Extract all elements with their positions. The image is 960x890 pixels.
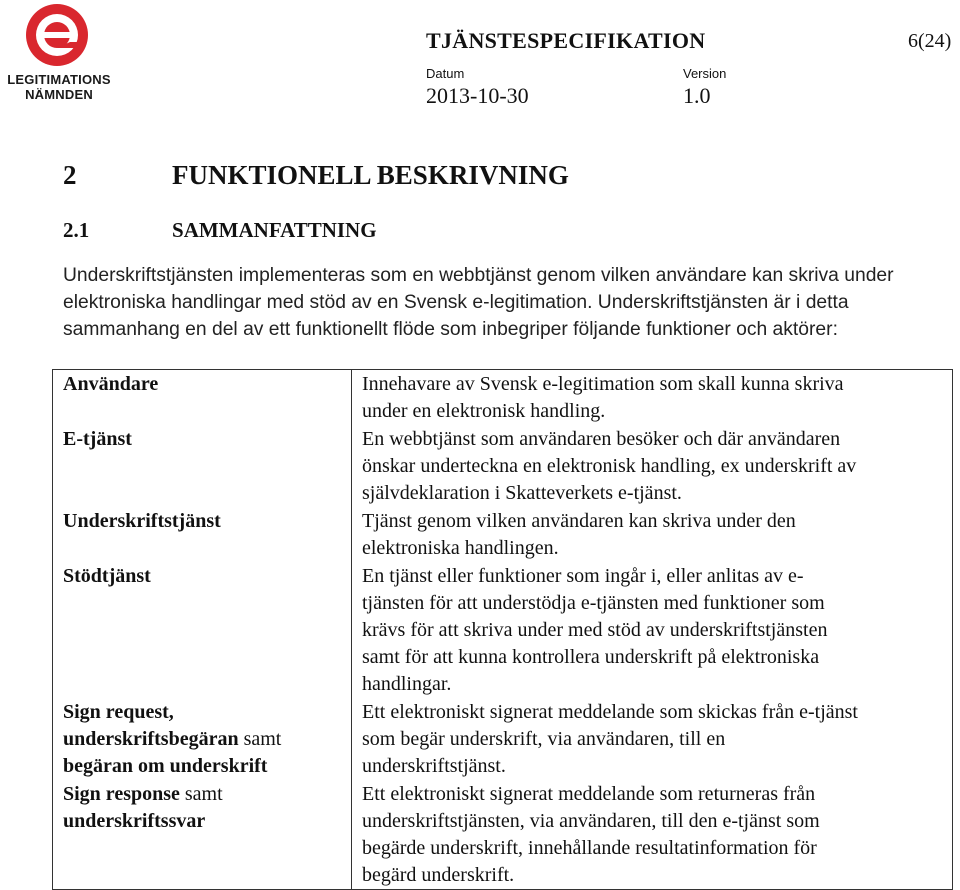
logo-line-1: LEGITIMATIONS [7,72,111,87]
description-line: krävs för att skriva under med stöd av underskriftstjänsten [362,619,828,641]
description-line: önskar underteckna en elektronisk handling, ex underskrift av [362,455,857,477]
definition-description [352,507,953,562]
description-line: Innehavare av Svensk e-legitimation som skall kunna skriva [362,373,844,395]
version-value: 1.0 [683,83,711,108]
definition-term [53,507,352,562]
summary-paragraph: Underskriftstjänsten implementeras som en webbtjänst genom vilken användare kan skriva under elektroniska handlingar med stöd av en Svensk e-legitimation. Underskriftstjänsten är i detta sammanhang en del av ett funktionellt flöde som inbegriper följande funktioner och aktörer: [63,265,894,340]
definition-row [53,562,953,698]
description-line: elektroniska handlingen. [362,537,559,559]
description-line: underskriftstjänst. [362,755,506,777]
term-text: underskriftssvar [63,810,206,832]
term-text: Sign request, [63,701,174,723]
term-text: E-tjänst [63,428,132,450]
description-line: begärde underskrift, innehållande resultatinformation för [362,837,817,859]
definition-term [53,562,352,698]
description-line: handlingar. [362,673,452,695]
legitimationsnamnden-logo [0,2,118,104]
description-line: Ett elektroniskt signerat meddelande som skickas från e-tjänst [362,701,858,723]
description-line: underskriftstjänsten, via användaren, till den e-tjänst som [362,810,820,832]
description-line: under en elektronisk handling. [362,400,606,422]
definition-term [53,370,352,426]
definition-row [53,425,953,507]
definition-description [352,698,953,780]
term-text: Användare [63,373,159,395]
section-number: 2 [63,160,77,190]
subsection-number: 2.1 [63,218,90,242]
definition-description [352,370,953,426]
definition-description [352,562,953,698]
definition-term [53,780,352,890]
subsection-title-rest: AMMANFATTNING [183,218,377,242]
term-text: samt [179,783,223,805]
definition-row [53,370,953,426]
term-text: begäran om underskrift [63,755,268,777]
section-heading [63,160,569,191]
description-line: samt för att kunna kontrollera underskrift på elektroniska [362,646,820,668]
description-line: Tjänst genom vilken användaren kan skriva under den [362,510,796,532]
page-number: 6(24) [908,30,952,52]
description-line: tjänsten för att understödja e-tjänsten med funktioner som [362,592,825,614]
term-text: Stödtjänst [63,565,151,587]
subsection-title-initial: S [172,218,184,242]
definition-description [352,425,953,507]
subsection-heading [63,218,377,243]
date-label: Datum [426,66,465,81]
description-line: som begär underskrift, via användaren, till en [362,728,726,750]
definition-term [53,698,352,780]
section-title: FUNKTIONELL BESKRIVNING [172,160,569,190]
description-line: En webbtjänst som användaren besöker och där användaren [362,428,841,450]
definition-term [53,425,352,507]
description-line: självdeklaration i Skatteverkets e-tjänst. [362,482,682,504]
term-text: underskriftsbegäran [63,728,239,750]
definition-row [53,780,953,890]
term-text: Sign response [63,783,180,805]
document-type: TJÄNSTESPECIFIKATION [426,28,706,53]
description-line: begärd underskrift. [362,864,515,886]
term-text: Underskriftstjänst [63,510,221,532]
definition-row [53,507,953,562]
term-text: samt [238,728,282,750]
definitions-table [52,369,953,890]
description-line: Ett elektroniskt signerat meddelande som returneras från [362,783,816,805]
definition-description [352,780,953,890]
description-line: En tjänst eller funktioner som ingår i, eller anlitas av e- [362,565,804,587]
date-value: 2013-10-30 [426,83,529,108]
definition-row [53,698,953,780]
e-logo-icon [22,2,96,70]
logo-line-2: NÄMNDEN [25,87,93,102]
version-label: Version [683,66,727,81]
